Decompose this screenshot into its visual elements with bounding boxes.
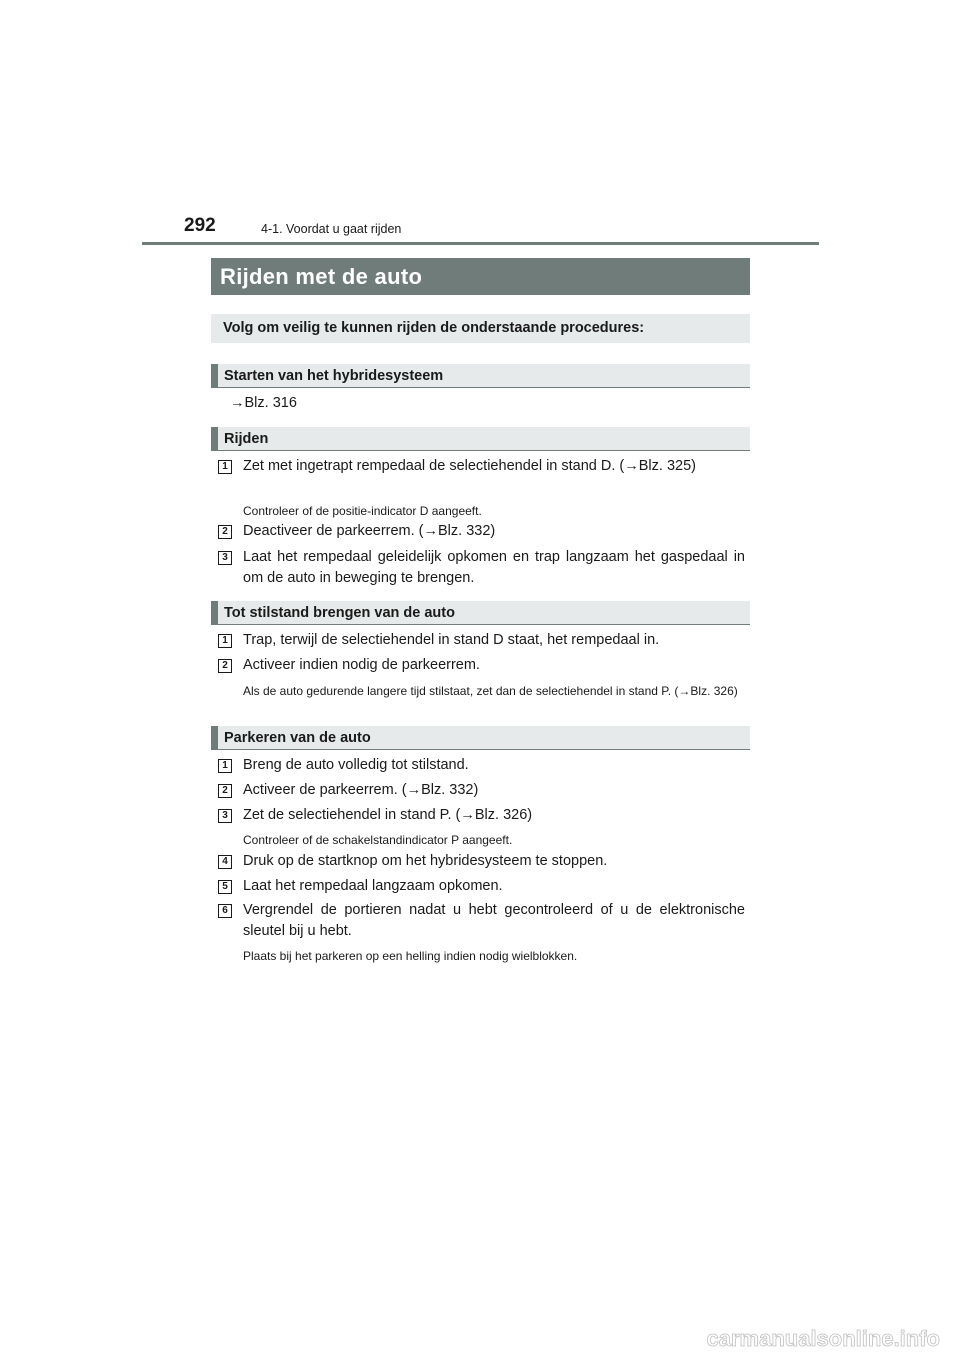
step-text: Zet de selectiehendel in stand P. (→Blz. 326) bbox=[243, 807, 533, 823]
step-number: 1 bbox=[218, 634, 232, 648]
step-number: 3 bbox=[218, 551, 232, 565]
step-text: Activeer de parkeerrem. (→Blz. 332) bbox=[243, 782, 479, 798]
watermark-text: carmanualsonline.info bbox=[706, 1326, 940, 1351]
step-text: Activeer indien nodig de parkeerrem. bbox=[243, 657, 480, 673]
step-text: Trap, terwijl de selectiehendel in stand D staat, het rempedaal in. bbox=[243, 632, 660, 648]
step-note: Controleer of de schakelstandindicator P aangeeft. bbox=[243, 833, 513, 847]
step-text: Druk op de startknop om het hybridesysteem te stoppen. bbox=[243, 853, 608, 869]
step-text: Zet met ingetrapt rempedaal de selectiehendel in stand D. (→Blz. 325) bbox=[243, 458, 696, 474]
step-number: 2 bbox=[218, 784, 232, 798]
section-reference: 4-1. Voordat u gaat rijden bbox=[261, 222, 402, 236]
step-note: Controleer of de positie-indicator D aangeeft. bbox=[243, 504, 482, 518]
subheading-start: Starten van het hybridesysteem bbox=[211, 364, 750, 388]
subheading-stop: Tot stilstand brengen van de auto bbox=[211, 601, 750, 625]
step-text: Vergrendel de portieren nadat u hebt gecontroleerd of u de elektronische sleutel bij u hebt. bbox=[243, 902, 745, 939]
step-number: 1 bbox=[218, 759, 232, 773]
step-number: 5 bbox=[218, 880, 232, 894]
intro-box: Volg om veilig te kunnen rijden de onderstaande procedures: bbox=[211, 314, 750, 343]
step-text: Breng de auto volledig tot stilstand. bbox=[243, 757, 469, 773]
step-text: Deactiveer de parkeerrem. (→Blz. 332) bbox=[243, 523, 496, 539]
step-text: Laat het rempedaal geleidelijk opkomen en trap langzaam het gaspedaal in om de auto in beweging te brengen. bbox=[243, 549, 745, 586]
step-text: Laat het rempedaal langzaam opkomen. bbox=[243, 878, 503, 894]
step-number: 3 bbox=[218, 809, 232, 823]
step-note: Plaats bij het parkeren op een helling indien nodig wielblokken. bbox=[243, 949, 578, 963]
page-title: Rijden met de auto bbox=[211, 258, 750, 295]
start-page-ref: →Blz. 316 bbox=[230, 395, 297, 411]
subheading-park: Parkeren van de auto bbox=[211, 726, 750, 750]
step-number: 2 bbox=[218, 525, 232, 539]
step-number: 1 bbox=[218, 460, 232, 474]
step-note: Als de auto gedurende langere tijd stilstaat, zet dan de selectiehendel in stand P. (→Blz. 326) bbox=[243, 684, 738, 698]
page-number: 292 bbox=[184, 215, 216, 236]
step-number: 4 bbox=[218, 855, 232, 869]
header-divider bbox=[142, 242, 819, 245]
step-number: 2 bbox=[218, 659, 232, 673]
watermark-logo bbox=[585, 1318, 945, 1358]
subheading-drive: Rijden bbox=[211, 427, 750, 451]
step-number: 6 bbox=[218, 904, 232, 918]
